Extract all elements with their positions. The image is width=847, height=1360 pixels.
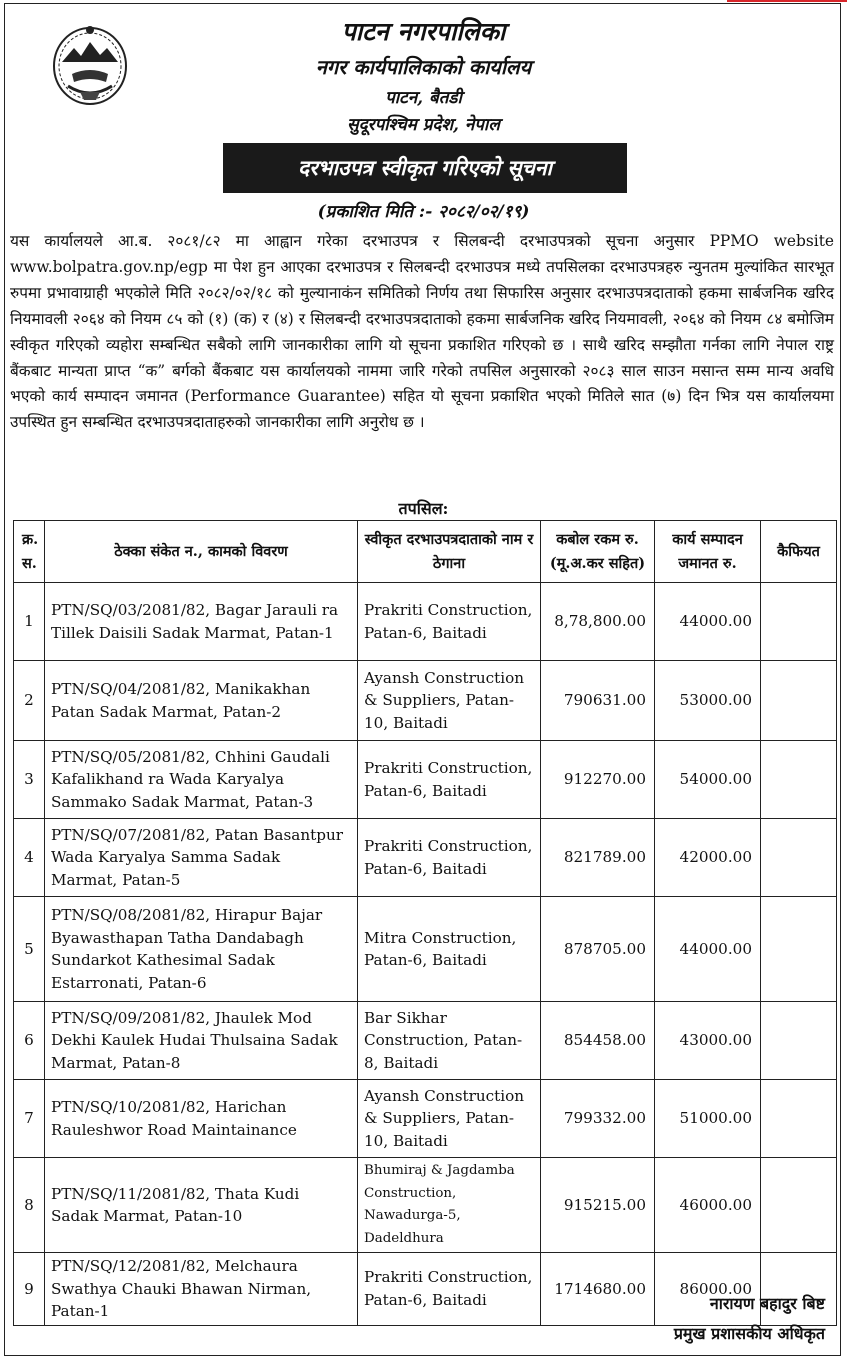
cell-guarantee: 44000.00 (655, 897, 761, 1002)
cell-guarantee: 46000.00 (655, 1158, 761, 1253)
cell-amount: 790631.00 (541, 661, 655, 741)
corner-accent (727, 0, 847, 2)
header-amount: कबोल रकम रु. (मू.अ.कर सहित) (541, 521, 655, 583)
cell-remarks (761, 897, 837, 1002)
cell-bidder: Bar Sikhar Construction, Patan-8, Baitadi (358, 1002, 541, 1080)
header-bidder: स्वीकृत दरभाउपत्रदाताको नाम र ठेगाना (358, 521, 541, 583)
notice-body: यस कार्यालयले आ.ब. २०८१/८२ मा आह्वान गरेका दरभाउपत्र र सिलबन्दी दरभाउपत्रको सूचना अनुसार PPMO website www.bolpatra.gov.np/egp मा पेश हुन आएका दरभाउपत्र र सिलबन्दी दरभाउपत्र मध्ये तपसिलका दरभाउपत्रहरु न्युनतम मुल्यांकित सारभूत रुपमा प्रभावाग्राही भएकोले मिति २०८२/०२/१८ को मुल्यानाकंन समितिको निर्णय तथा सिफारिस अनुसार दरभाउपत्रदाताको हकमा सार्बजनिक खरिद नियमावली २०६४ को नियम ८५ को (१) (क) र (४) र सिलबन्दी दरभाउपत्रदाताको हकमा सार्बजनिक खरिद नियमावली, २०६४ को नियम ८४ बमोजिम स्वीकृत गरिएको व्यहोरा सम्बन्धित सबैको लागि जानकारीका लागि यो सूचना प्रकाशित गरिएको छ । साथै खरिद सम्झौता गर्नका लागि नेपाल राष्ट्र बैंकबाट मान्यता प्राप्त “क” बर्गको बैंकबाट यस कार्यालयको नाममा जारि गरेको तपसिल अनुसारको २०८३ साल साउन मसान्त सम्म मान्य अवधि भएको कार्य सम्पादन जमानत (Performance Guarantee) सहित यो सूचना प्रकाशित भएको मितिले सात (७) दिन भित्र यस कार्यालयमा उपस्थित हुन सम्बन्धित दरभाउपत्रदाताहरुको जानकारीका लागि अनुरोध छ । (10, 232, 834, 432)
cell-bidder: Bhumiraj & Jagdamba Construction, Nawadurga-5, Dadeldhura (358, 1158, 541, 1253)
contract-table (13, 520, 837, 1326)
cell-remarks (761, 661, 837, 741)
cell-sn: 8 (14, 1158, 45, 1253)
cell-guarantee: 53000.00 (655, 661, 761, 741)
cell-bidder: Mitra Construction, Patan-6, Baitadi (358, 897, 541, 1002)
office-province: सुदूरपश्चिम प्रदेश, नेपाल (347, 115, 500, 135)
cell-amount: 1714680.00 (541, 1253, 655, 1326)
cell-remarks (761, 1253, 837, 1326)
cell-sn: 6 (14, 1002, 45, 1080)
table-row (14, 661, 837, 741)
cell-remarks (761, 741, 837, 819)
cell-bidder: Prakriti Construction, Patan-6, Baitadi (358, 583, 541, 661)
cell-sn: 7 (14, 1080, 45, 1158)
cell-sn: 9 (14, 1253, 45, 1326)
table-row (14, 1158, 837, 1253)
header-guarantee: कार्य सम्पादन जमानत रु. (655, 521, 761, 583)
table-row (14, 897, 837, 1002)
cell-bidder: Prakriti Construction, Patan-6, Baitadi (358, 819, 541, 897)
table-header-row (14, 521, 837, 583)
cell-sn: 1 (14, 583, 45, 661)
cell-description: PTN/SQ/07/2081/82, Patan Basantpur Wada Karyalya Samma Sadak Marmat, Patan-5 (45, 819, 358, 897)
cell-sn: 3 (14, 741, 45, 819)
signatory-name: नारायण बहादुर बिष्ट (709, 1294, 825, 1313)
table-caption: तपसिल: (398, 499, 449, 518)
cell-remarks (761, 1080, 837, 1158)
cell-remarks (761, 1002, 837, 1080)
office-subtitle: नगर कार्यपालिकाको कार्यालय (315, 55, 532, 79)
office-location: पाटन, बैतडी (385, 88, 462, 108)
cell-amount: 799332.00 (541, 1080, 655, 1158)
cell-guarantee: 44000.00 (655, 583, 761, 661)
cell-description: PTN/SQ/11/2081/82, Thata Kudi Sadak Marmat, Patan-10 (45, 1158, 358, 1253)
signatory-title: प्रमुख प्रशासकीय अधिकृत (673, 1324, 825, 1343)
table-row (14, 583, 837, 661)
notice-title: दरभाउपत्र स्वीकृत गरिएको सूचना (223, 143, 627, 193)
cell-guarantee: 42000.00 (655, 819, 761, 897)
table-row (14, 741, 837, 819)
cell-guarantee: 43000.00 (655, 1002, 761, 1080)
cell-remarks (761, 819, 837, 897)
cell-description: PTN/SQ/10/2081/82, Harichan Rauleshwor Road Maintainance (45, 1080, 358, 1158)
cell-description: PTN/SQ/05/2081/82, Chhini Gaudali Kafalikhand ra Wada Karyalya Sammako Sadak Marmat, Patan-3 (45, 741, 358, 819)
table-row (14, 1080, 837, 1158)
cell-amount: 878705.00 (541, 897, 655, 1002)
header-sn: क्र. स. (14, 521, 45, 583)
cell-amount: 915215.00 (541, 1158, 655, 1253)
header-remarks: कैफियत (761, 521, 837, 583)
cell-remarks (761, 583, 837, 661)
cell-description: PTN/SQ/12/2081/82, Melchaura Swathya Chauki Bhawan Nirman, Patan-1 (45, 1253, 358, 1326)
cell-guarantee: 51000.00 (655, 1080, 761, 1158)
cell-amount: 854458.00 (541, 1002, 655, 1080)
cell-bidder: Prakriti Construction, Patan-6, Baitadi (358, 1253, 541, 1326)
cell-remarks (761, 1158, 837, 1253)
published-date: (प्रकाशित मिति :- २०८२/०२/१९) (317, 202, 530, 222)
cell-bidder: Ayansh Construction & Suppliers, Patan-10, Baitadi (358, 1080, 541, 1158)
cell-sn: 2 (14, 661, 45, 741)
cell-guarantee: 54000.00 (655, 741, 761, 819)
table-row (14, 819, 837, 897)
cell-description: PTN/SQ/08/2081/82, Hirapur Bajar Byawasthapan Tatha Dandabagh Sundarkot Kathesimal Sadak Estarronati, Patan-6 (45, 897, 358, 1002)
cell-sn: 4 (14, 819, 45, 897)
cell-bidder: Prakriti Construction, Patan-6, Baitadi (358, 741, 541, 819)
cell-bidder: Ayansh Construction & Suppliers, Patan-10, Baitadi (358, 661, 541, 741)
office-name: पाटन नगरपालिका (341, 17, 506, 46)
cell-guarantee: 86000.00 (655, 1253, 761, 1326)
cell-sn: 5 (14, 897, 45, 1002)
table-row (14, 1002, 837, 1080)
header-description: ठेक्का संकेत न., कामको विवरण (45, 521, 358, 583)
cell-amount: 8,78,800.00 (541, 583, 655, 661)
cell-amount: 912270.00 (541, 741, 655, 819)
cell-amount: 821789.00 (541, 819, 655, 897)
table-row (14, 1253, 837, 1326)
cell-description: PTN/SQ/03/2081/82, Bagar Jarauli ra Tillek Daisili Sadak Marmat, Patan-1 (45, 583, 358, 661)
cell-description: PTN/SQ/09/2081/82, Jhaulek Mod Dekhi Kaulek Hudai Thulsaina Sadak Marmat, Patan-8 (45, 1002, 358, 1080)
cell-description: PTN/SQ/04/2081/82, Manikakhan Patan Sadak Marmat, Patan-2 (45, 661, 358, 741)
